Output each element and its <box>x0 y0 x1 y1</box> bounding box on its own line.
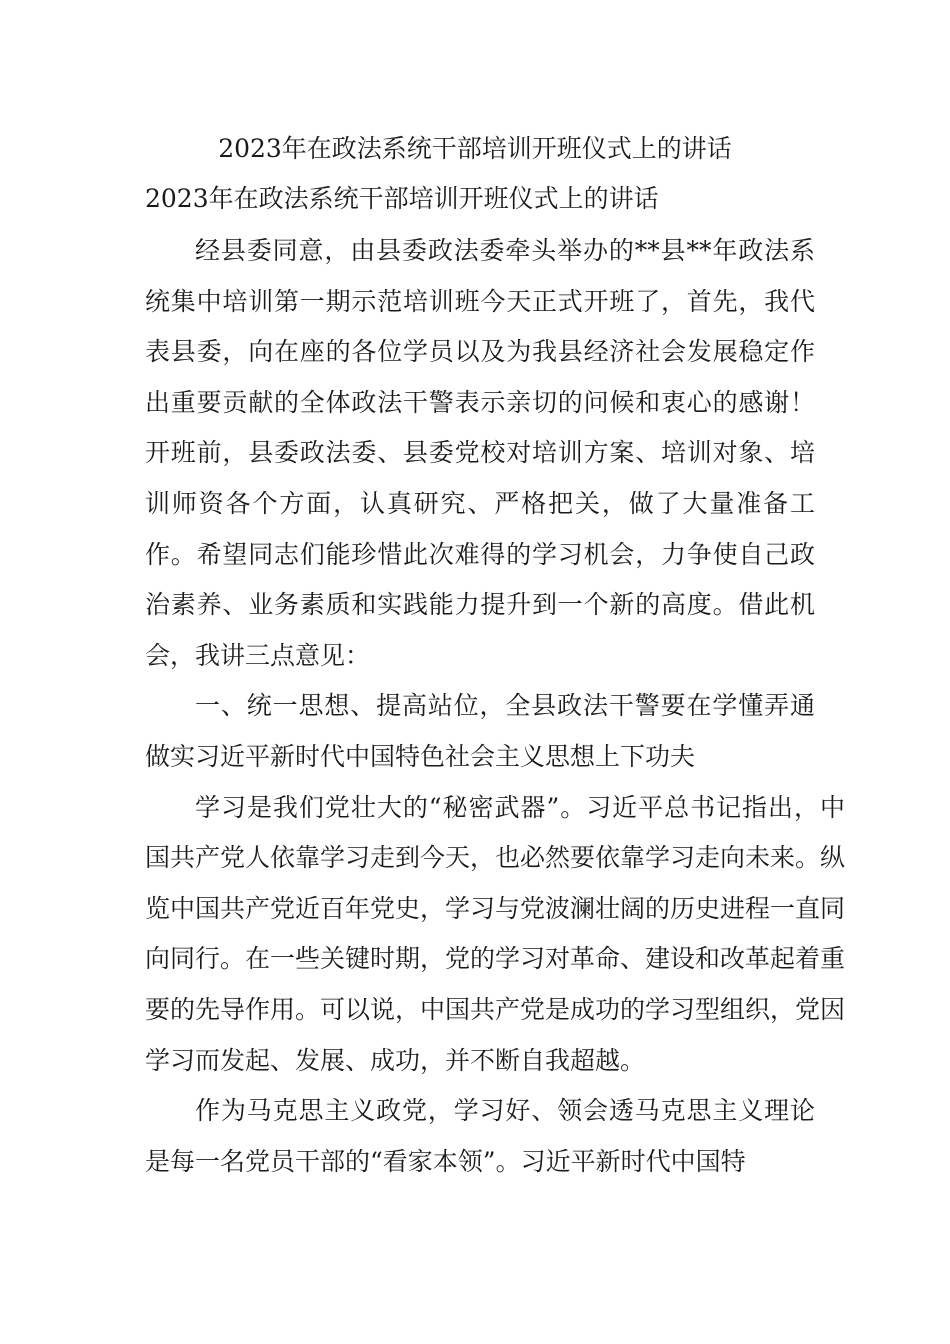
paragraph-marxism-theory: 作为马克思主义政党，学习好、领会透马克思主义理论是每一名党员干部的“看家本领”。习近平新时代中国特 <box>145 1096 815 1176</box>
document-subtitle: 2023年在政法系统干部培训开班仪式上的讲话 <box>145 184 659 213</box>
paragraph-opening: 经县委同意，由县委政法委牵头举办的**县**年政法系统集中培训第一期示范培训班今天正式开班了，首先，我代表县委，向在座的各位学员以及为我县经济社会发展稳定作出重要贡献的全体政法干警表示亲切的问候和衷心的感谢！开班前，县委政法委、县委党校对培训方案、培训对象、培训师资各个方面，认真研究、严格把关，做了大量准备工作。希望同志们能珍惜此次难得的学习机会，力争使自己政治素养、业务素质和实践能力提升到一个新的高度。借此机会，我讲三点意见： <box>145 236 815 670</box>
paragraph-study-weapon: 学习是我们党壮大的“秘密武器”。习近平总书记指出，中国共产党人依靠学习走到今天，也必然要依靠学习走向未来。纵览中国共产党近百年党史，学习与党波澜壮阔的历史进程一直同向同行。在一些关键时期，党的学习对革命、建设和改革起着重要的先导作用。可以说，中国共产党是成功的学习型组织，党因学习而发起、发展、成功，并不断自我超越。 <box>145 792 846 1075</box>
paragraph-section-heading-1: 一、统一思想、提高站位，全县政法干警要在学懂弄通做实习近平新时代中国特色社会主义思想上下功夫 <box>145 691 815 771</box>
document-title: 2023年在政法系统干部培训开班仪式上的讲话 <box>218 134 732 163</box>
document-body <box>145 226 846 1187</box>
